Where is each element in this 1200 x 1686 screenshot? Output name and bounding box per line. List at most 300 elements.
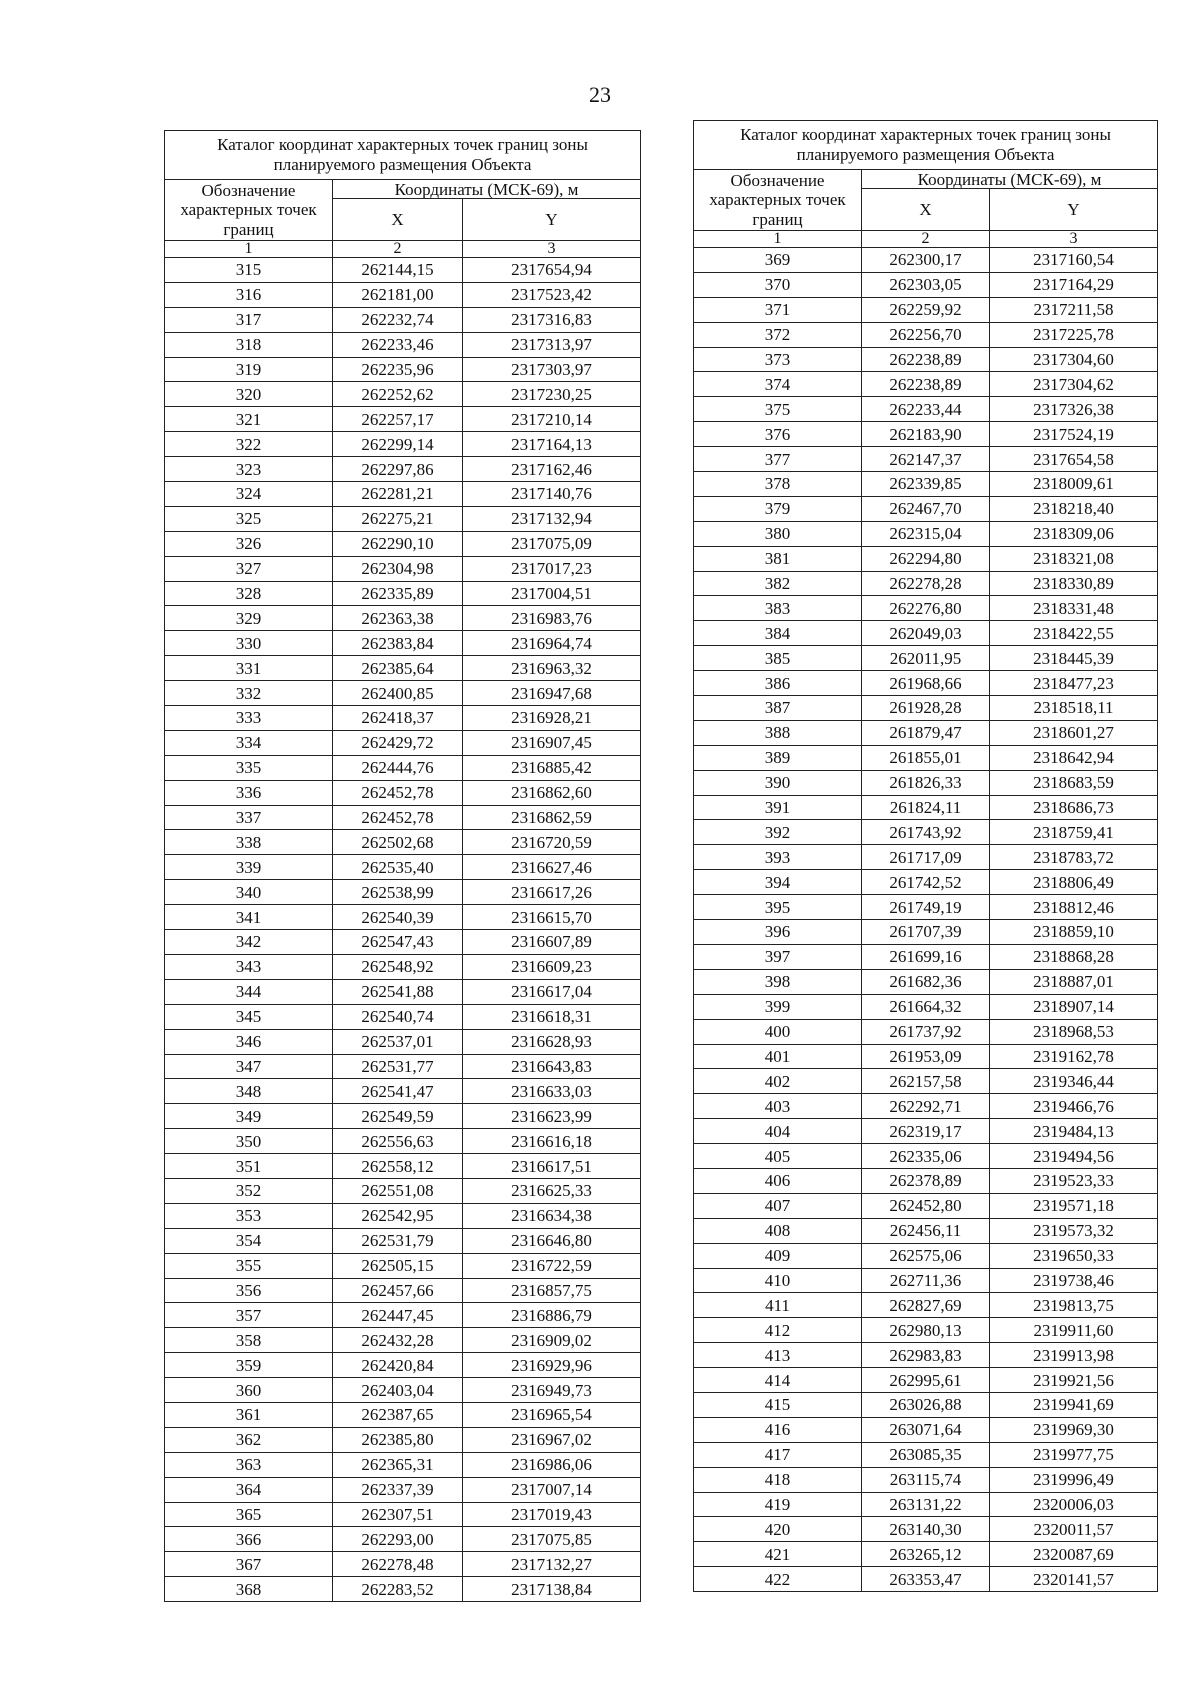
y-coordinate-cell: 2317326,38: [990, 397, 1158, 422]
y-coordinate-cell: 2320006,03: [990, 1492, 1158, 1517]
y-coordinate-cell: 2317004,51: [463, 581, 641, 606]
x-coordinate-cell: 263115,74: [862, 1467, 990, 1492]
point-number-cell: 412: [694, 1318, 862, 1343]
y-coordinate-cell: 2318686,73: [990, 795, 1158, 820]
point-number-cell: 367: [165, 1552, 333, 1577]
table-row: [694, 1019, 1158, 1044]
table-row: [165, 407, 641, 432]
table-row: [165, 979, 641, 1004]
x-coordinate-cell: 262293,00: [333, 1527, 463, 1552]
x-coordinate-cell: 261682,36: [862, 969, 990, 994]
x-coordinate-cell: 262995,61: [862, 1368, 990, 1393]
point-number-cell: 417: [694, 1442, 862, 1467]
y-coordinate-cell: 2318601,27: [990, 720, 1158, 745]
y-coordinate-cell: 2316617,04: [463, 979, 641, 1004]
y-coordinate-cell: 2316623,99: [463, 1104, 641, 1129]
x-coordinate-cell: 261824,11: [862, 795, 990, 820]
table-row: [165, 1104, 641, 1129]
point-number-cell: 408: [694, 1218, 862, 1243]
point-number-cell: 388: [694, 720, 862, 745]
x-coordinate-cell: 262335,89: [333, 581, 463, 606]
y-coordinate-cell: 2318759,41: [990, 820, 1158, 845]
y-coordinate-cell: 2316722,59: [463, 1253, 641, 1278]
table-row: [165, 282, 641, 307]
point-number-cell: 395: [694, 895, 862, 920]
y-coordinate-cell: 2317075,85: [463, 1527, 641, 1552]
y-coordinate-cell: 2317019,43: [463, 1502, 641, 1527]
point-number-cell: 422: [694, 1567, 862, 1592]
y-coordinate-cell: 2318009,61: [990, 472, 1158, 497]
table-row: [694, 272, 1158, 297]
y-coordinate-cell: 2316907,45: [463, 730, 641, 755]
y-coordinate-cell: 2316928,21: [463, 706, 641, 731]
table-row: [165, 332, 641, 357]
point-number-cell: 402: [694, 1069, 862, 1094]
y-coordinate-cell: 2318518,11: [990, 696, 1158, 721]
y-coordinate-cell: 2316983,76: [463, 606, 641, 631]
point-number-cell: 322: [165, 432, 333, 457]
point-number-cell: 343: [165, 954, 333, 979]
x-coordinate-cell: 262983,83: [862, 1343, 990, 1368]
point-number-cell: 406: [694, 1168, 862, 1193]
point-number-cell: 330: [165, 631, 333, 656]
point-number-cell: 364: [165, 1477, 333, 1502]
point-number-cell: 416: [694, 1417, 862, 1442]
column-number: 3: [463, 241, 641, 258]
y-coordinate-cell: 2319523,33: [990, 1168, 1158, 1193]
point-number-cell: 333: [165, 706, 333, 731]
table-row: [165, 1029, 641, 1054]
x-coordinate-cell: 262365,31: [333, 1452, 463, 1477]
x-coordinate-cell: 262540,39: [333, 905, 463, 930]
x-coordinate-cell: 262558,12: [333, 1154, 463, 1179]
table-row: [694, 297, 1158, 322]
point-number-cell: 399: [694, 994, 862, 1019]
point-number-cell: 413: [694, 1343, 862, 1368]
point-number-cell: 337: [165, 805, 333, 830]
point-number-cell: 362: [165, 1427, 333, 1452]
header-x: X: [862, 189, 990, 231]
table-row: [165, 432, 641, 457]
point-number-cell: 393: [694, 845, 862, 870]
point-number-cell: 389: [694, 745, 862, 770]
x-coordinate-cell: 262541,47: [333, 1079, 463, 1104]
table-row: [694, 397, 1158, 422]
point-number-cell: 382: [694, 571, 862, 596]
table-row: [165, 930, 641, 955]
x-coordinate-cell: 262252,62: [333, 382, 463, 407]
table-row: [165, 482, 641, 507]
table-row: [165, 1004, 641, 1029]
point-number-cell: 407: [694, 1193, 862, 1218]
x-coordinate-cell: 262290,10: [333, 531, 463, 556]
x-coordinate-cell: 262304,98: [333, 556, 463, 581]
table-row: [165, 1203, 641, 1228]
table-row: [694, 646, 1158, 671]
y-coordinate-cell: 2319571,18: [990, 1193, 1158, 1218]
x-coordinate-cell: 262147,37: [862, 447, 990, 472]
y-coordinate-cell: 2317210,14: [463, 407, 641, 432]
table-row: [694, 372, 1158, 397]
table-row: [694, 422, 1158, 447]
table-row: [165, 880, 641, 905]
table-row: [694, 1168, 1158, 1193]
y-coordinate-cell: 2316857,75: [463, 1278, 641, 1303]
x-coordinate-cell: 262711,36: [862, 1268, 990, 1293]
table-row: [694, 920, 1158, 945]
point-number-cell: 317: [165, 307, 333, 332]
y-coordinate-cell: 2317654,58: [990, 447, 1158, 472]
x-coordinate-cell: 263140,30: [862, 1517, 990, 1542]
point-number-cell: 370: [694, 272, 862, 297]
y-coordinate-cell: 2316949,73: [463, 1378, 641, 1403]
y-coordinate-cell: 2317132,27: [463, 1552, 641, 1577]
y-coordinate-cell: 2316617,26: [463, 880, 641, 905]
table-row: [165, 1527, 641, 1552]
table-row: [694, 1517, 1158, 1542]
table-row: [165, 1154, 641, 1179]
y-coordinate-cell: 2317164,29: [990, 272, 1158, 297]
y-coordinate-cell: 2316634,38: [463, 1203, 641, 1228]
point-number-cell: 380: [694, 521, 862, 546]
y-coordinate-cell: 2317162,46: [463, 457, 641, 482]
y-coordinate-cell: 2317164,13: [463, 432, 641, 457]
x-coordinate-cell: 262542,95: [333, 1203, 463, 1228]
table-row: [165, 1129, 641, 1154]
x-coordinate-cell: 261879,47: [862, 720, 990, 745]
table-row: [694, 1567, 1158, 1592]
point-number-cell: 397: [694, 944, 862, 969]
y-coordinate-cell: 2318968,53: [990, 1019, 1158, 1044]
table-rows: [694, 248, 1158, 1592]
x-coordinate-cell: 262456,11: [862, 1218, 990, 1243]
table-row: [694, 1069, 1158, 1094]
x-coordinate-cell: 262457,66: [333, 1278, 463, 1303]
table-row: [165, 556, 641, 581]
point-number-cell: 420: [694, 1517, 862, 1542]
y-coordinate-cell: 2317140,76: [463, 482, 641, 507]
point-number-cell: 355: [165, 1253, 333, 1278]
table-row: [694, 546, 1158, 571]
y-coordinate-cell: 2316615,70: [463, 905, 641, 930]
x-coordinate-cell: 262315,04: [862, 521, 990, 546]
y-coordinate-cell: 2319738,46: [990, 1268, 1158, 1293]
y-coordinate-cell: 2319813,75: [990, 1293, 1158, 1318]
y-coordinate-cell: 2319921,56: [990, 1368, 1158, 1393]
x-coordinate-cell: 262049,03: [862, 621, 990, 646]
table-row: [165, 1278, 641, 1303]
x-coordinate-cell: 262403,04: [333, 1378, 463, 1403]
x-coordinate-cell: 262144,15: [333, 258, 463, 283]
table-row: [694, 1318, 1158, 1343]
table-row: [694, 322, 1158, 347]
point-number-cell: 358: [165, 1328, 333, 1353]
y-coordinate-cell: 2317230,25: [463, 382, 641, 407]
table-rows: [165, 258, 641, 1602]
x-coordinate-cell: 262278,28: [862, 571, 990, 596]
y-coordinate-cell: 2318887,01: [990, 969, 1158, 994]
point-number-cell: 368: [165, 1577, 333, 1602]
x-coordinate-cell: 262181,00: [333, 282, 463, 307]
table-header-row: [165, 180, 641, 199]
x-coordinate-cell: 262363,38: [333, 606, 463, 631]
x-coordinate-cell: 262335,06: [862, 1144, 990, 1169]
column-numbers-row: [165, 241, 641, 258]
x-coordinate-cell: 261826,33: [862, 770, 990, 795]
table-row: [165, 1228, 641, 1253]
x-coordinate-cell: 262452,78: [333, 780, 463, 805]
point-number-cell: 366: [165, 1527, 333, 1552]
table-row: [165, 581, 641, 606]
y-coordinate-cell: 2318321,08: [990, 546, 1158, 571]
x-coordinate-cell: 262444,76: [333, 755, 463, 780]
point-number-cell: 345: [165, 1004, 333, 1029]
point-number-cell: 323: [165, 457, 333, 482]
y-coordinate-cell: 2316618,31: [463, 1004, 641, 1029]
table-row: [165, 1552, 641, 1577]
x-coordinate-cell: 262385,64: [333, 656, 463, 681]
x-coordinate-cell: 261928,28: [862, 696, 990, 721]
column-number: 1: [165, 241, 333, 258]
point-number-cell: 410: [694, 1268, 862, 1293]
point-number-cell: 341: [165, 905, 333, 930]
table-row: [694, 870, 1158, 895]
table-row: [165, 457, 641, 482]
x-coordinate-cell: 263265,12: [862, 1542, 990, 1567]
x-coordinate-cell: 262547,43: [333, 930, 463, 955]
table-row: [694, 347, 1158, 372]
table-row: [694, 795, 1158, 820]
point-number-cell: 376: [694, 422, 862, 447]
header-y: Y: [990, 189, 1158, 231]
point-number-cell: 405: [694, 1144, 862, 1169]
x-coordinate-cell: 261737,92: [862, 1019, 990, 1044]
y-coordinate-cell: 2317304,60: [990, 347, 1158, 372]
x-coordinate-cell: 261968,66: [862, 671, 990, 696]
x-coordinate-cell: 262319,17: [862, 1119, 990, 1144]
x-coordinate-cell: 263085,35: [862, 1442, 990, 1467]
point-number-cell: 375: [694, 397, 862, 422]
y-coordinate-cell: 2316627,46: [463, 855, 641, 880]
y-coordinate-cell: 2316929,96: [463, 1353, 641, 1378]
table-row: [165, 1452, 641, 1477]
point-number-cell: 347: [165, 1054, 333, 1079]
table-row: [694, 994, 1158, 1019]
point-number-cell: 392: [694, 820, 862, 845]
x-coordinate-cell: 262238,89: [862, 372, 990, 397]
x-coordinate-cell: 261855,01: [862, 745, 990, 770]
table-row: [165, 357, 641, 382]
x-coordinate-cell: 262452,80: [862, 1193, 990, 1218]
y-coordinate-cell: 2318309,06: [990, 521, 1158, 546]
point-number-cell: 351: [165, 1154, 333, 1179]
x-coordinate-cell: 261749,19: [862, 895, 990, 920]
point-number-cell: 415: [694, 1392, 862, 1417]
table-row: [694, 1467, 1158, 1492]
y-coordinate-cell: 2319466,76: [990, 1094, 1158, 1119]
x-coordinate-cell: 262505,15: [333, 1253, 463, 1278]
point-number-cell: 383: [694, 596, 862, 621]
y-coordinate-cell: 2317017,23: [463, 556, 641, 581]
x-coordinate-cell: 262292,71: [862, 1094, 990, 1119]
y-coordinate-cell: 2319941,69: [990, 1392, 1158, 1417]
y-coordinate-cell: 2319911,60: [990, 1318, 1158, 1343]
point-number-cell: 390: [694, 770, 862, 795]
table-row: [694, 696, 1158, 721]
table-row: [165, 631, 641, 656]
point-number-cell: 369: [694, 248, 862, 273]
table-row: [165, 1303, 641, 1328]
table-row: [694, 1268, 1158, 1293]
y-coordinate-cell: 2316646,80: [463, 1228, 641, 1253]
table-row: [165, 1353, 641, 1378]
point-number-cell: 396: [694, 920, 862, 945]
x-coordinate-cell: 262540,74: [333, 1004, 463, 1029]
y-coordinate-cell: 2318477,23: [990, 671, 1158, 696]
table-row: [694, 1193, 1158, 1218]
point-number-cell: 327: [165, 556, 333, 581]
table-row: [694, 447, 1158, 472]
header-x: X: [333, 199, 463, 241]
point-number-cell: 385: [694, 646, 862, 671]
table-caption-row: [694, 121, 1158, 170]
y-coordinate-cell: 2316720,59: [463, 830, 641, 855]
point-number-cell: 409: [694, 1243, 862, 1268]
y-coordinate-cell: 2316609,23: [463, 954, 641, 979]
y-coordinate-cell: 2317132,94: [463, 506, 641, 531]
table-caption-row: [165, 131, 641, 180]
table-row: [694, 745, 1158, 770]
x-coordinate-cell: 262238,89: [862, 347, 990, 372]
x-coordinate-cell: 261742,52: [862, 870, 990, 895]
x-coordinate-cell: 263026,88: [862, 1392, 990, 1417]
y-coordinate-cell: 2318330,89: [990, 571, 1158, 596]
table-row: [694, 1044, 1158, 1069]
table-row: [165, 855, 641, 880]
point-number-cell: 400: [694, 1019, 862, 1044]
point-number-cell: 403: [694, 1094, 862, 1119]
point-number-cell: 320: [165, 382, 333, 407]
y-coordinate-cell: 2317316,83: [463, 307, 641, 332]
point-number-cell: 348: [165, 1079, 333, 1104]
point-number-cell: 377: [694, 447, 862, 472]
x-coordinate-cell: 262233,44: [862, 397, 990, 422]
y-coordinate-cell: 2316963,32: [463, 656, 641, 681]
y-coordinate-cell: 2316607,89: [463, 930, 641, 955]
x-coordinate-cell: 262337,39: [333, 1477, 463, 1502]
table-row: [165, 1253, 641, 1278]
x-coordinate-cell: 262420,84: [333, 1353, 463, 1378]
y-coordinate-cell: 2317523,42: [463, 282, 641, 307]
point-number-cell: 411: [694, 1293, 862, 1318]
point-number-cell: 344: [165, 979, 333, 1004]
page-number: 23: [589, 82, 611, 107]
table-row: [165, 606, 641, 631]
table-row: [694, 1119, 1158, 1144]
y-coordinate-cell: 2318783,72: [990, 845, 1158, 870]
y-coordinate-cell: 2319346,44: [990, 1069, 1158, 1094]
y-coordinate-cell: 2316643,83: [463, 1054, 641, 1079]
table-row: [694, 1343, 1158, 1368]
point-number-cell: 329: [165, 606, 333, 631]
table-row: [694, 496, 1158, 521]
point-number-cell: 414: [694, 1368, 862, 1393]
table-caption: Каталог координат характерных точек границ зоны планируемого размещения Объекта: [694, 121, 1158, 170]
x-coordinate-cell: 262467,70: [862, 496, 990, 521]
y-coordinate-cell: 2317138,84: [463, 1577, 641, 1602]
y-coordinate-cell: 2318907,14: [990, 994, 1158, 1019]
x-coordinate-cell: 261664,32: [862, 994, 990, 1019]
point-number-cell: 324: [165, 482, 333, 507]
point-number-cell: 319: [165, 357, 333, 382]
y-coordinate-cell: 2316947,68: [463, 681, 641, 706]
table-header-row: [694, 170, 1158, 189]
table-row: [165, 1054, 641, 1079]
y-coordinate-cell: 2316909,02: [463, 1328, 641, 1353]
point-number-cell: 372: [694, 322, 862, 347]
y-coordinate-cell: 2320087,69: [990, 1542, 1158, 1567]
x-coordinate-cell: 262257,17: [333, 407, 463, 432]
y-coordinate-cell: 2319996,49: [990, 1467, 1158, 1492]
x-coordinate-cell: 262281,21: [333, 482, 463, 507]
point-number-cell: 384: [694, 621, 862, 646]
y-coordinate-cell: 2316617,51: [463, 1154, 641, 1179]
point-number-cell: 387: [694, 696, 862, 721]
y-coordinate-cell: 2317225,78: [990, 322, 1158, 347]
table-row: [165, 1502, 641, 1527]
point-number-cell: 352: [165, 1178, 333, 1203]
point-number-cell: 379: [694, 496, 862, 521]
point-number-cell: 315: [165, 258, 333, 283]
y-coordinate-cell: 2316965,54: [463, 1402, 641, 1427]
y-coordinate-cell: 2317160,54: [990, 248, 1158, 273]
x-coordinate-cell: 262339,85: [862, 472, 990, 497]
y-coordinate-cell: 2317654,94: [463, 258, 641, 283]
table-row: [694, 671, 1158, 696]
y-coordinate-cell: 2318331,48: [990, 596, 1158, 621]
point-number-cell: 342: [165, 930, 333, 955]
x-coordinate-cell: 262276,80: [862, 596, 990, 621]
table-row: [694, 1442, 1158, 1467]
point-number-cell: 331: [165, 656, 333, 681]
point-number-cell: 334: [165, 730, 333, 755]
x-coordinate-cell: 262294,80: [862, 546, 990, 571]
table-row: [165, 830, 641, 855]
table-row: [694, 621, 1158, 646]
table-row: [694, 1144, 1158, 1169]
table-row: [165, 307, 641, 332]
table-row: [694, 1368, 1158, 1393]
y-coordinate-cell: 2317303,97: [463, 357, 641, 382]
point-number-cell: 401: [694, 1044, 862, 1069]
table-row: [165, 656, 641, 681]
x-coordinate-cell: 262541,88: [333, 979, 463, 1004]
header-coordinates: Координаты (МСК-69), м: [333, 180, 641, 199]
table-row: [694, 845, 1158, 870]
table-row: [165, 730, 641, 755]
table-row: [694, 1094, 1158, 1119]
table-row: [165, 1328, 641, 1353]
x-coordinate-cell: 262385,80: [333, 1427, 463, 1452]
y-coordinate-cell: 2318218,40: [990, 496, 1158, 521]
table-row: [165, 531, 641, 556]
y-coordinate-cell: 2316885,42: [463, 755, 641, 780]
table-caption: Каталог координат характерных точек границ зоны планируемого размещения Объекта: [165, 131, 641, 180]
x-coordinate-cell: 262300,17: [862, 248, 990, 273]
x-coordinate-cell: 262548,92: [333, 954, 463, 979]
table-row: [694, 770, 1158, 795]
point-number-cell: 378: [694, 472, 862, 497]
